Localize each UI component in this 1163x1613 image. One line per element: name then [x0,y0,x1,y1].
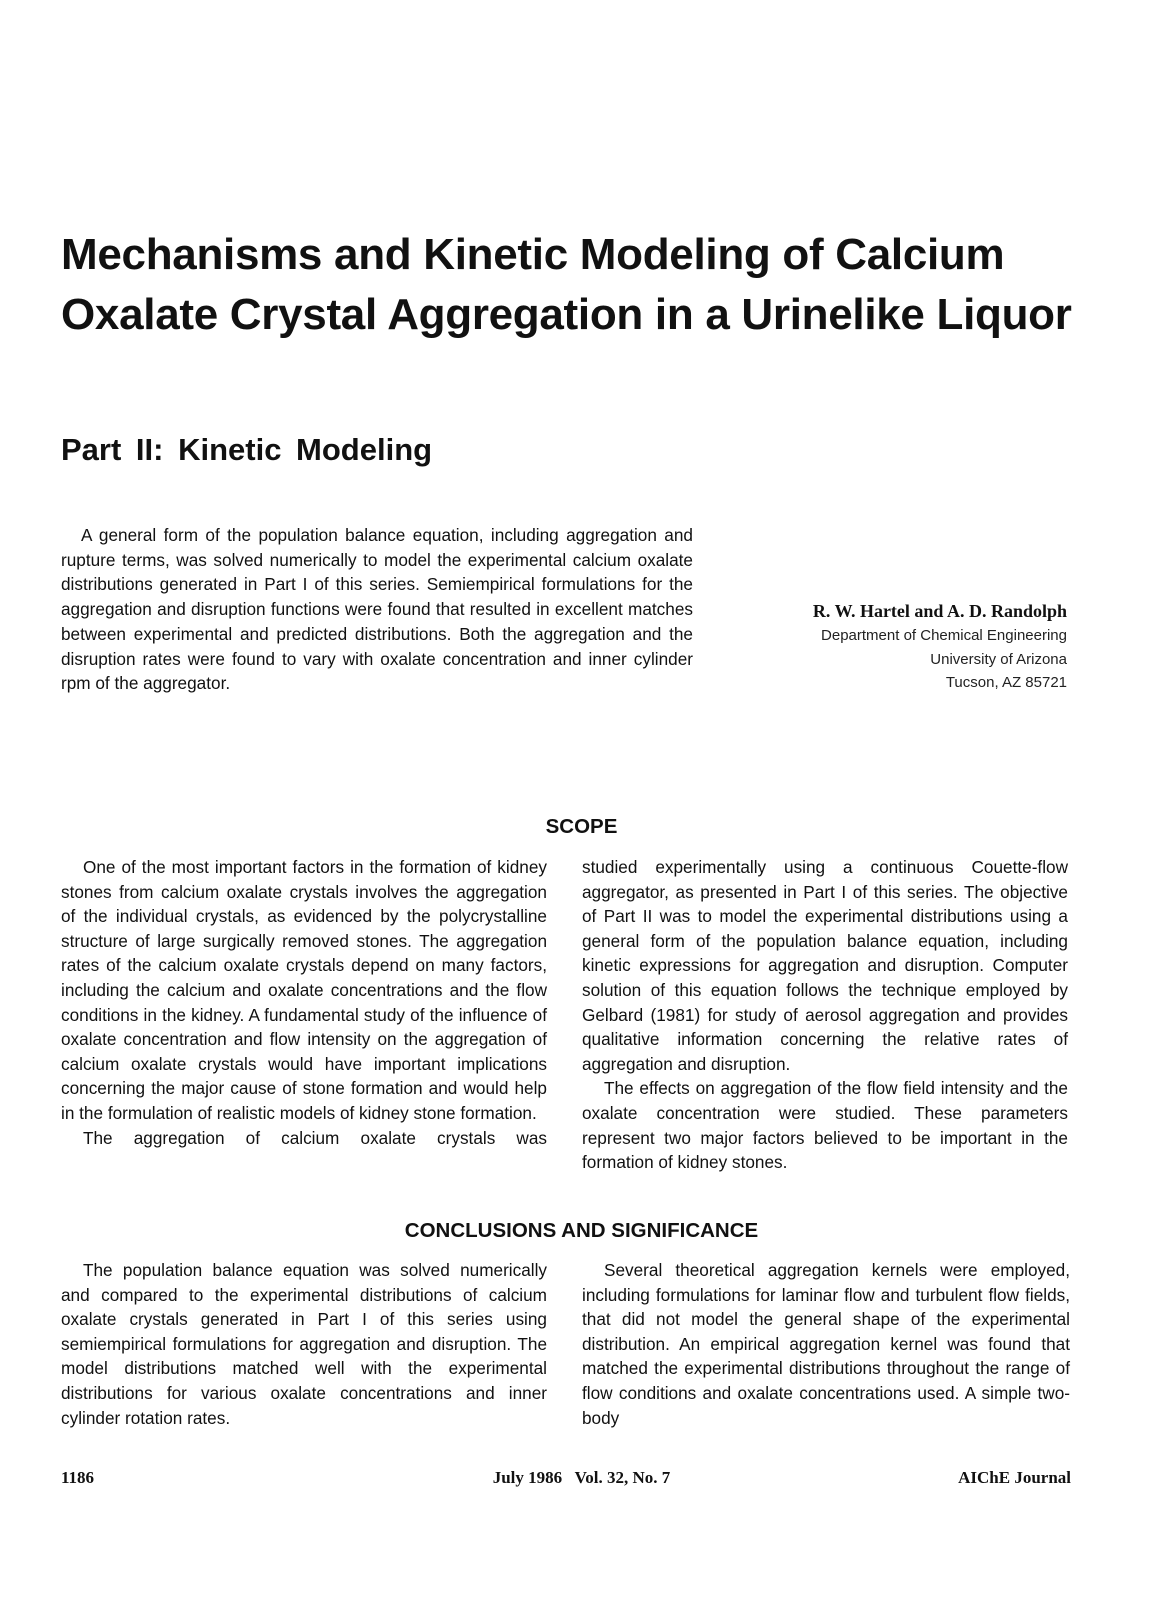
footer-page-number: 1186 [61,1468,95,1487]
article-subtitle: Part II: Kinetic Modeling [61,432,433,467]
conclusions-left-paragraph-1: The population balance equation was solved numerically and compared to the experimental distributions of calcium oxalate crystals generated in Part I of this series using semiempirical formulations for aggregation and disruption. The model distributions matched well with the experimental distributions for various oxalate concentrations and inner cylinder rotation rates. [61,1260,547,1428]
article-title: Mechanisms and Kinetic Modeling of Calcium Oxalate Crystal Aggregation in a Urinelike Liquor [61,230,1072,339]
scope-right-paragraph-1: studied experimentally using a continuous Couette-flow aggregator, as presented in Part I of this series. The objective of Part II was to model the experimental distributions using a general form of the population balance equation, including kinetic expressions for aggregation and disruption. Computer solution of this equation follows the technique employed by Gelbard (1981) for study of aerosol aggregation and provides qualitative information concerning the relative rates of aggregation and disruption. [582,857,1068,1074]
scope-heading: SCOPE [545,815,618,838]
author-university: University of Arizona [930,650,1067,668]
scope-left-column [61,855,547,1150]
author-block [737,599,1067,695]
conclusions-heading: CONCLUSIONS AND SIGNIFICANCE [404,1219,759,1242]
scope-left-paragraph-2: The aggregation of calcium oxalate crystals was [83,1127,547,1148]
abstract: A general form of the population balance equation, including aggregation and rupture terms, was solved numerically to model the experimental calcium oxalate distributions generated in Part I of this series. Semiempirical formulations for the aggregation and disruption functions were found that resulted in excellent matches between experimental and predicted distributions. Both the aggregation and the disruption rates were found to vary with oxalate concentration and inner cylinder rpm of the aggregator. [61,525,693,694]
scope-right-paragraph-2: The effects on aggregation of the flow field intensity and the oxalate concentration were studied. These parameters represent two major factors believed to be important in the formation of kidney stones. [582,1078,1068,1173]
conclusions-right-column [582,1258,1070,1430]
conclusions-right-paragraph-1: Several theoretical aggregation kernels were employed, including formulations for laminar flow and turbulent flow fields, that did not model the general shape of the experimental distribution. An empirical aggregation kernel was found that matched the experimental distributions throughout the range of flow conditions and oxalate concentrations used. A simple two-body [582,1260,1070,1428]
conclusions-left-column [61,1258,547,1430]
author-names: R. W. Hartel and A. D. Randolph [812,601,1067,621]
footer-issue: July 1986 Vol. 32, No. 7 [492,1468,671,1487]
scope-right-column [582,855,1068,1175]
footer-journal: AIChE Journal [958,1468,1071,1487]
author-department: Department of Chemical Engineering [821,627,1067,644]
author-location: Tucson, AZ 85721 [945,674,1067,691]
scope-left-paragraph-1: One of the most important factors in the formation of kidney stones from calcium oxalate crystals involves the aggregation of the individual crystals, as evidenced by the polycrystalline structure of large surgically removed stones. The aggregation rates of the calcium oxalate crystals depend on many factors, including the calcium and oxalate concentrations and the flow conditions in the kidney. A fundamental study of the influence of oxalate concentration and flow intensity on the aggregation of calcium oxalate crystals would have important implications concerning the major cause of stone formation and would help in the formulation of realistic models of kidney stone formation. [61,857,547,1123]
